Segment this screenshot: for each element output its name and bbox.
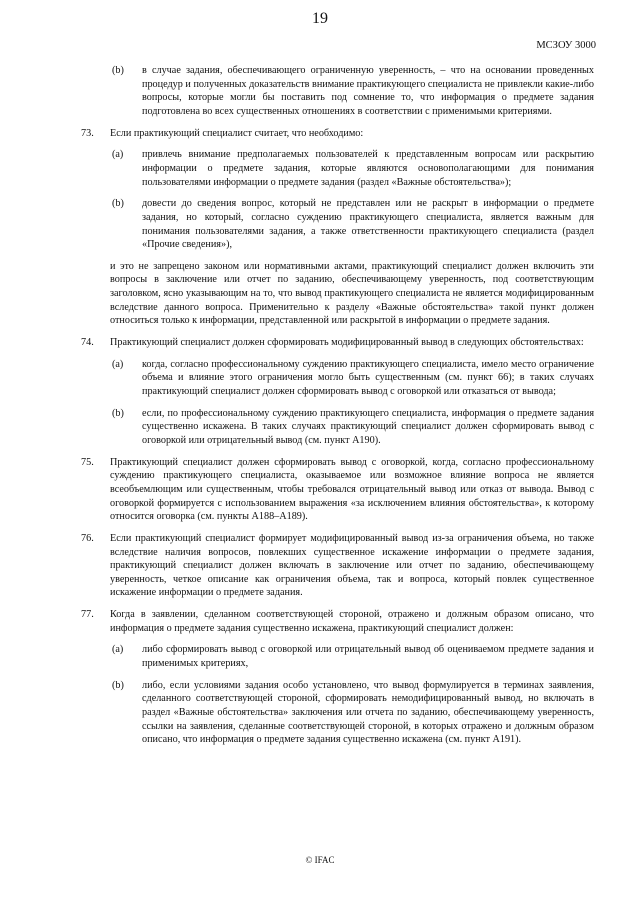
paragraph-intro: Когда в заявлении, сделанном соответствующей стороной, отражено и должным образом описано, что информация о предмете задания существенно искажена, практикующий специалист должен: xyxy=(110,609,594,634)
paragraph-77-subitem-b xyxy=(110,679,594,747)
paragraph-74 xyxy=(81,336,594,350)
footer-copyright: © IFAC xyxy=(305,855,335,865)
paragraph-74-subitem-b xyxy=(110,407,594,448)
subitem-text: довести до сведения вопрос, который не представлен или не раскрыт в информации о предмете задания, но который, согласно суждению практикующего специалиста, является важным для понимания пользователями задания, а также ответственности практикующего специалиста (раздел «Прочие сведения»), xyxy=(142,198,594,251)
subitem-label: (a) xyxy=(112,644,124,656)
subitem-label: (b) xyxy=(112,679,124,691)
subitem-text: либо, если условиями задания особо установлено, что вывод формулируется в терминах заявления, сделанного соответствующей стороной, сформировать немодифицированный вывод, но включать в раздел «Важные обстоятельства» заключения или отчета по заданию, обеспечивающему уверенность, ссылки на заявления, сделанные соответствующей стороной, в которых отражено и должным образом описано, что информация о предмете задания существенно искажена (см. пункт A191). xyxy=(142,679,594,746)
paragraph-76 xyxy=(81,532,594,600)
subitem-label: (a) xyxy=(112,358,124,370)
paragraph-73-continuation: и это не запрещено законом или нормативными актами, практикующий специалист должен включить эти вопросы в заключение или отчет по заданию, обеспечивающему уверенность, под соответствующим заголовком, ясно указывающим на то, что вывод практикующего специалиста не является модифицированным вследствие данного вопроса. Применительно к разделу «Важные обстоятельства» такой пункт должен относиться только к информации, представленной или раскрытой в информации о предмете задания. xyxy=(110,260,594,327)
paragraph-number: 73. xyxy=(81,127,94,139)
paragraph-73-subitem-a xyxy=(110,148,594,189)
subitem-b-continued xyxy=(110,64,594,118)
document-body xyxy=(81,64,594,755)
paragraph-77 xyxy=(81,608,594,635)
page-number: 19 xyxy=(312,10,328,27)
subitem-text: в случае задания, обеспечивающего ограниченную уверенность, – что на основании проведенных процедур и полученных доказательств внимание практикующего специалиста не привлекли какие-либо вопросы, которые могли бы поставить под сомнение то, что информация о предмете задания подготовлена во всех существенных отношениях в соответствии с применимыми критериями. xyxy=(142,65,594,117)
subitem-label: (a) xyxy=(112,149,124,161)
paragraph-intro: Практикующий специалист должен сформировать модифицированный вывод в следующих обстоятельствах: xyxy=(110,337,584,349)
paragraph-74-subitem-a xyxy=(110,358,594,399)
subitem-label: (b) xyxy=(112,198,124,210)
paragraph-77-subitem-a xyxy=(110,643,594,670)
subitem-label: (b) xyxy=(112,65,124,76)
paragraph-intro: Если практикующий специалист считает, что необходимо: xyxy=(110,127,364,139)
subitem-text: когда, согласно профессиональному суждению практикующего специалиста, имело место ограничение объема и влияние этого ограничения могло быть существенным (см. пункт 66); в таких случаях практикующий специалист должен сформировать вывод с оговоркой или отказаться от вывода; xyxy=(142,358,594,397)
paragraph-73-subitem-b xyxy=(110,197,594,251)
subitem-label: (b) xyxy=(112,407,124,419)
paragraph-number: 74. xyxy=(81,337,94,349)
paragraph-number: 76. xyxy=(81,532,94,544)
subitem-text: привлечь внимание предполагаемых пользователей к представленным вопросам или раскрытию информации о предмете задания, которые являются основополагающими для понимания пользователями информации о предмете задания (раздел «Важные обстоятельства»); xyxy=(142,149,594,188)
paragraph-number: 75. xyxy=(81,456,94,468)
paragraph-73 xyxy=(81,127,594,141)
document-code: МСЗОУ 3000 xyxy=(536,40,596,51)
subitem-text: либо сформировать вывод с оговоркой или отрицательный вывод об оцениваемом предмете задания и применимых критериях, xyxy=(142,644,594,670)
paragraph-number: 77. xyxy=(81,609,94,621)
subitem-text: если, по профессиональному суждению практикующего специалиста, информация о предмете задания существенно искажена. В таких случаях практикующий специалист должен сформировать вывод с оговоркой или отрицательный вывод (см. пункт A190). xyxy=(142,407,594,446)
paragraph-75 xyxy=(81,456,594,524)
paragraph-text: Практикующий специалист должен сформировать вывод с оговоркой, когда, согласно профессиональному суждению практикующего специалиста, оказываемое или возможное влияние вопроса не является всеобъемлющим или существенным, чтобы требовался отрицательный вывод или отказ от вывода. Вывод с оговоркой формируется с использованием выражения «за исключением влияния обстоятельства», к которому относится оговорка (см. пункты A188–A189). xyxy=(110,456,594,523)
paragraph-text: Если практикующий специалист формирует модифицированный вывод из-за ограничения объема, но также вследствие наличия вопросов, повлекших существенное искажение информации о предмете задания, практикующий специалист должен включать в заключение или отчет по заданию, обеспечивающему уверенность, четкое описание как ограничения объема, так и вопроса, который повлек существенное искажение информации о предмете задания. xyxy=(110,532,594,599)
